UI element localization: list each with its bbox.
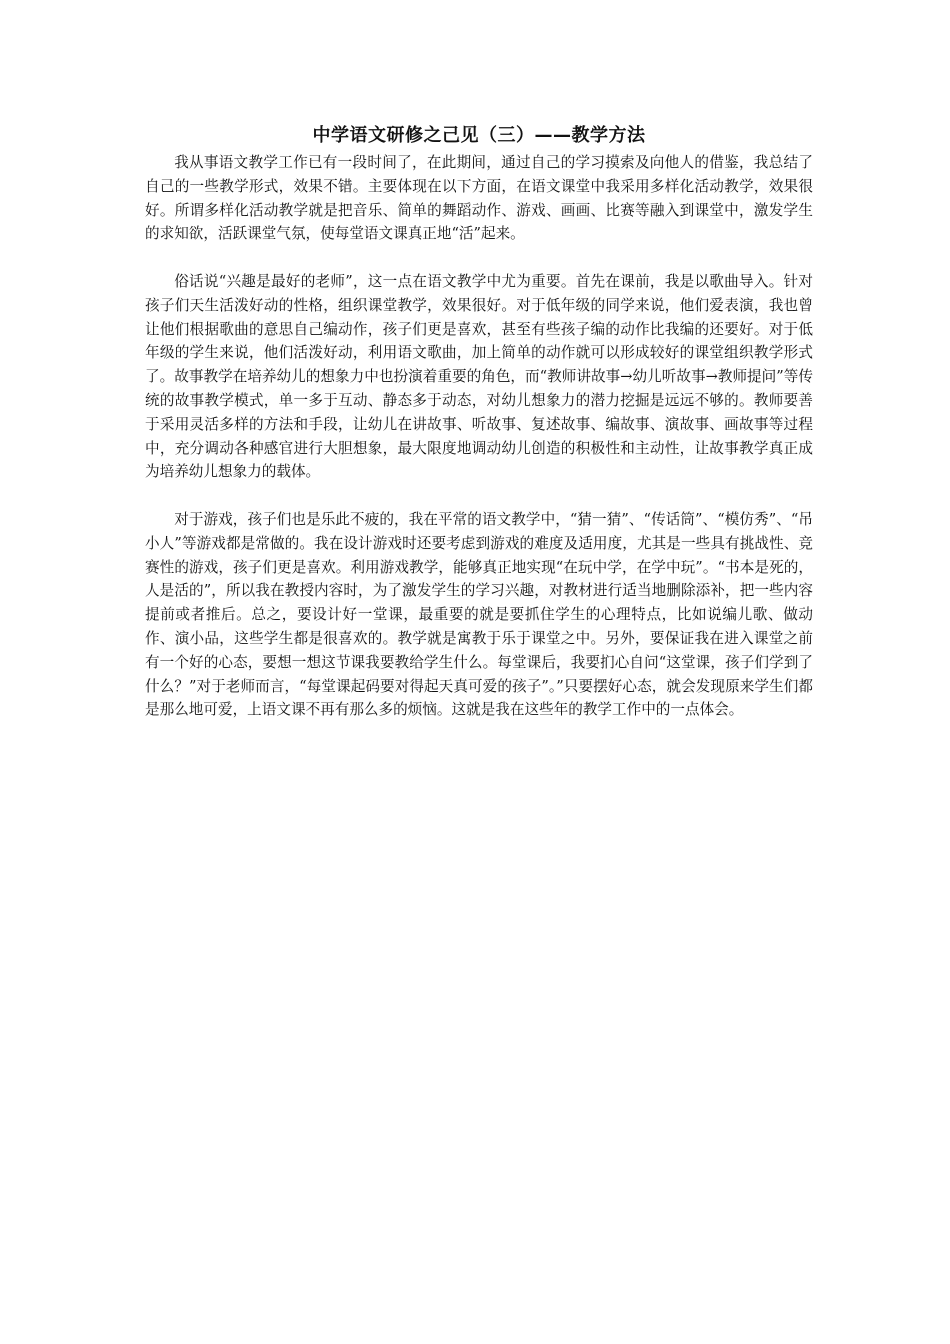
paragraph-1: 我从事语文教学工作已有一段时间了，在此期间，通过自己的学习摸索及向他人的借鉴，我总结了自己的一些教学形式，效果不错。主要体现在以下方面，在语文课堂中我采用多样化活动教学，效果很好。所谓多样化活动教学就是把音乐、简单的舞蹈动作、游戏、画画、比赛等融入到课堂中，激发学生的求知欲，活跃课堂气氛，使每堂语文课真正地“活”起来。 [145, 154, 813, 243]
paragraph-3: 对于游戏，孩子们也是乐此不疲的，我在平常的语文教学中，“猜一猜”、“传话筒”、“模仿秀”、“吊小人”等游戏都是常做的。我在设计游戏时还要考虑到游戏的难度及适用度，尤其是一些具有挑战性、竞赛性的游戏，孩子们更是喜欢。利用游戏教学，能够真正地实现“在玩中学，在学中玩”。“书本是死的，人是活的”，所以我在教授内容时，为了激发学生的学习兴趣，对教材进行适当地删除添补，把一些内容提前或者推后。总之，要设计好一堂课，最重要的就是要抓住学生的心理特点，比如说编儿歌、做动作、演小品，这些学生都是很喜欢的。教学就是寓教于乐于课堂之中。另外，要保证我在进入课堂之前有一个好的心态，要想一想这节课我要教给学生什么。每堂课后，我要扪心自问“这堂课，孩子们学到了什么？”对于老师而言，“每堂课起码要对得起天真可爱的孩子”。”只要摆好心态，就会发现原来学生们都是那么地可爱，上语文课不再有那么多的烦恼。这就是我在这些年的教学工作中的一点体会。 [145, 510, 813, 719]
document-body [145, 122, 813, 722]
document-title: 中学语文研修之己见（三）——教学方法 [312, 125, 646, 146]
paragraph-2: 俗话说“兴趣是最好的老师”，这一点在语文教学中尤为重要。首先在课前，我是以歌曲导入。针对孩子们天生活泼好动的性格，组织课堂教学，效果很好。对于低年级的同学来说，他们爱表演，我也曾让他们根据歌曲的意思自己编动作，孩子们更是喜欢，甚至有些孩子编的动作比我编的还要好。对于低年级的学生来说，他们活泼好动，利用语文歌曲，加上简单的动作就可以形成较好的课堂组织教学形式了。故事教学在培养幼儿的想象力中也扮演着重要的角色，而“教师讲故事→幼儿听故事→教师提问”等传统的故事教学模式，单一多于互动、静态多于动态，对幼儿想象力的潜力挖掘是远远不够的。教师要善于采用灵活多样的方法和手段，让幼儿在讲故事、听故事、复述故事、编故事、演故事、画故事等过程中，充分调动各种感官进行大胆想象，最大限度地调动幼儿创造的积极性和主动性，让故事教学真正成为培养幼儿想象力的载体。 [145, 272, 813, 481]
